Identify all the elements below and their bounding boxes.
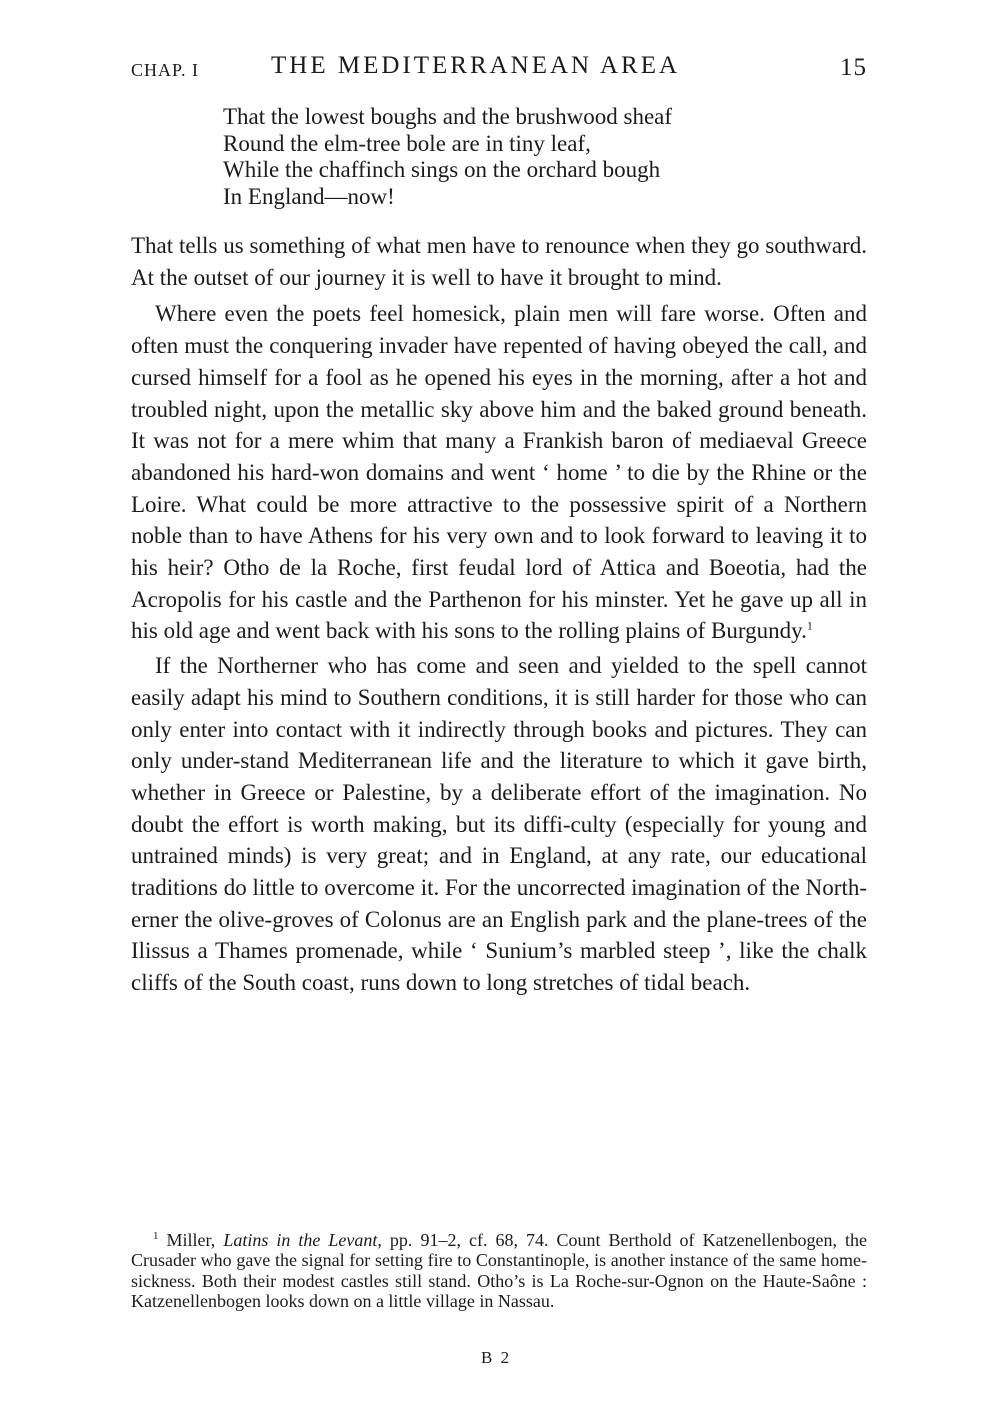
signature-mark: B 2 xyxy=(481,1348,512,1367)
verse-line: While the chaffinch sings on the orchard bough xyxy=(223,157,661,182)
running-header xyxy=(131,52,867,86)
footnote-number: 1 xyxy=(153,1230,159,1242)
paragraph xyxy=(131,650,867,999)
verse-line: That the lowest boughs and the brushwood sheaf xyxy=(223,104,673,129)
page-number: 15 xyxy=(840,54,867,81)
paragraph-text: If the Northerner who has come and seen and yielded to the spell cannot easily adapt his mind to Southern conditions, it is still harder for those who can only enter into contact with it indirectly through books and pictures. They can only under-stand Mediterranean life and the literature to which it gave birth, whether in Greece or Palestine, by a deliberate effort of the imagination. No doubt the effort is worth making, but its diffi-culty (especially for young and untrained minds) is very great; and in England, at any rate, our educational traditions do little to overcome it. For the uncorrected imagination of the North-erner the olive-groves of Colonus are an English park and the plane-trees of the Ilissus a Thames promenade, while ‘ Sunium’s marbled steep ’, like the chalk cliffs of the South coast, runs down to long stretches of tidal beach. xyxy=(131,653,867,996)
verse-line: Round the elm-tree bole are in tiny leaf, xyxy=(223,130,591,156)
footnote-reference: 1 xyxy=(806,618,813,633)
paragraph-text: Where even the poets feel homesick, plain men will fare worse. Often and often must the conquering invader have repented of having obeyed the call, and cursed himself for a fool as he opened his eyes in the morning, after a hot and troubled night, upon the metallic sky above him and the baked ground beneath. It was not for a mere whim that many a Frankish baron of mediaeval Greece abandoned his hard-won domains and went ‘ home ’ to die by the Rhine or the Loire. What could be more attractive to the possessive spirit of a Northern noble than to have Athens for his very own and to look forward to leaving it to his heir? Otho de la Roche, first feudal lord of Attica and Boeotia, had the Acropolis for his castle and the Parthenon for his minster. Yet he gave up all in his old age and went back with his sons to the rolling plains of Burgundy. xyxy=(131,301,867,644)
paragraph xyxy=(131,298,867,647)
chapter-label: CHAP. I xyxy=(131,60,200,80)
footnote-author: Miller, xyxy=(166,1230,216,1250)
verse-line: In England—now! xyxy=(223,183,395,209)
paragraph xyxy=(131,230,867,293)
running-title: THE MEDITERRANEAN AREA xyxy=(271,52,681,79)
footnote-work-title: Latins in the Levant xyxy=(223,1230,378,1250)
body-text xyxy=(131,230,867,999)
footnote xyxy=(131,1230,867,1312)
footnote-text: , pp. 91–2, cf. 68, 74. Count Berthold of Katzenellenbogen, the Crusader who gave the signal for setting fire to Constantinople, is another instance of the same home-sickness. Both their modest castles still stand. Otho’s is La Roche-sur-Ognon on the Haute-Saône : Katzenellenbogen looks down on a little village in Nassau. xyxy=(131,1230,868,1312)
verse-quotation xyxy=(223,104,672,210)
paragraph-text: That tells us something of what men have to renounce when they go southward. At the outset of our journey it is well to have it brought to mind. xyxy=(131,233,867,290)
